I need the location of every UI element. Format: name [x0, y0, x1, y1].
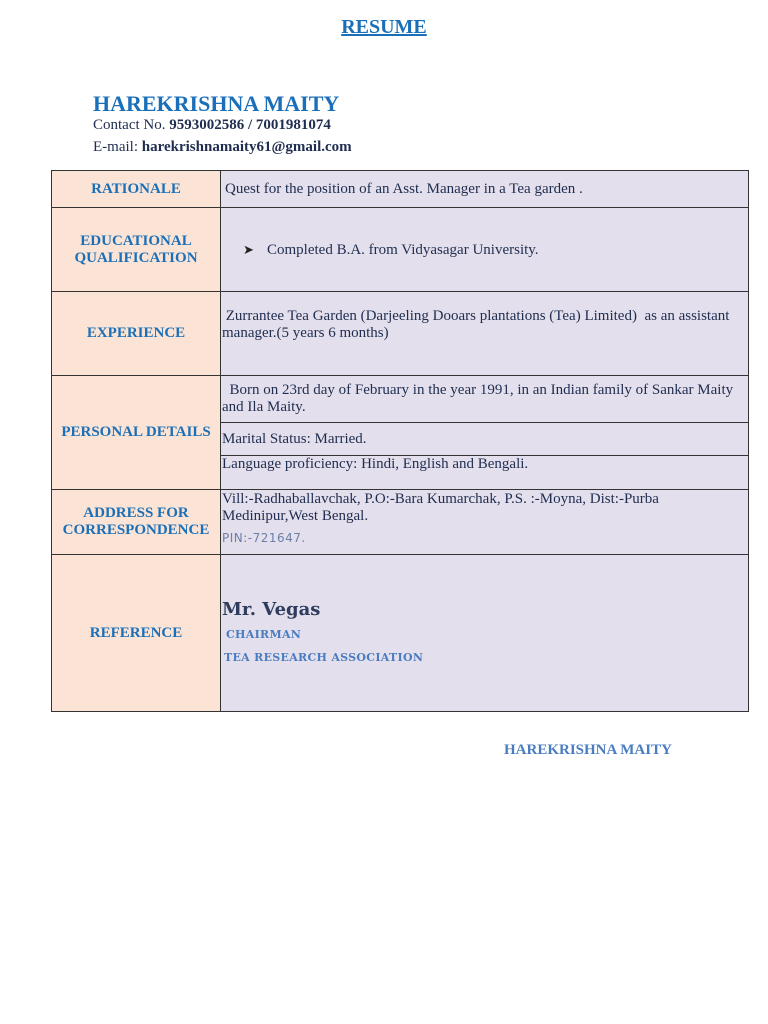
marital-text: Marital Status: Married. [222, 430, 367, 447]
experience-cell [221, 292, 749, 376]
education-row [52, 208, 749, 292]
education-item-text: Completed B.A. from Vidyasagar University. [267, 242, 539, 258]
rationale-label: RATIONALE [52, 171, 221, 208]
education-item [221, 242, 748, 259]
rationale-row [52, 171, 749, 208]
arrow-bullet-icon: ➤ [243, 243, 254, 258]
language-text: Language proficiency: Hindi, English and Bengali. [222, 456, 529, 472]
reference-name: Mr. Vegas [222, 599, 321, 620]
pin-code: PIN:-721647. [222, 531, 306, 545]
signature-name: HAREKRISHNA MAITY [504, 742, 672, 758]
experience-row [52, 292, 749, 376]
address-text: Vill:-Radhaballavchak, P.O:-Bara Kumarchak, P.S. :-Moyna, Dist:-Purba Medinipur,West Bengal. [222, 491, 659, 524]
reference-position: CHAIRMAN [226, 628, 302, 641]
applicant-name: HAREKRISHNA MAITY [93, 91, 340, 116]
contact-number: 9593002586 / 7001981074 [169, 117, 331, 133]
resume-table [51, 170, 749, 712]
personal-row-birth [52, 376, 749, 423]
reference-organization: TEA RESEARCH ASSOCIATION [224, 651, 424, 664]
birth-cell [221, 376, 749, 423]
rationale-cell [221, 171, 749, 208]
email-label: E-mail: [93, 139, 138, 155]
address-label: ADDRESS FOR CORRESPONDENCE [52, 490, 221, 555]
birth-text: Born on 23rd day of February in the year 1991, in an Indian family of Sankar Maity and Ila Maity. [222, 382, 737, 415]
email-address[interactable]: harekrishnamaity61@gmail.com [141, 139, 352, 155]
education-cell [221, 208, 749, 292]
rationale-text: Quest for the position of an Asst. Manager in a Tea garden . [225, 180, 583, 197]
address-row [52, 490, 749, 555]
reference-label: REFERENCE [52, 555, 221, 712]
experience-label: EXPERIENCE [52, 292, 221, 376]
reference-cell [221, 555, 749, 712]
language-cell [221, 456, 749, 490]
personal-details-label: PERSONAL DETAILS [52, 376, 221, 490]
experience-text: Zurrantee Tea Garden (Darjeeling Dooars plantations (Tea) Limited) as an assistant manager.(5 years 6 months) [222, 308, 734, 341]
contact-label: Contact No. [93, 117, 166, 133]
reference-row [52, 555, 749, 712]
marital-cell [221, 423, 749, 456]
contact-line [93, 117, 331, 134]
education-label: EDUCATIONAL QUALIFICATION [52, 208, 221, 292]
resume-title: RESUME [341, 16, 427, 38]
email-line [93, 139, 352, 156]
address-cell [221, 490, 749, 555]
